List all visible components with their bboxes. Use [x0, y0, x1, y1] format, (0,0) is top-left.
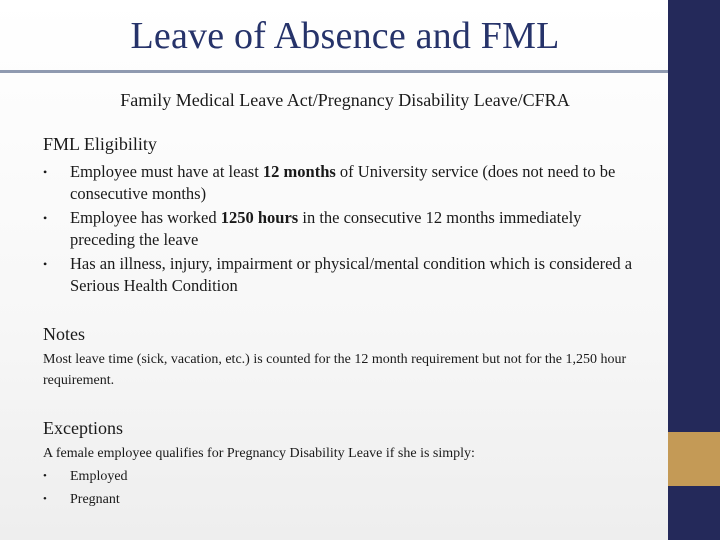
item-emphasis: 1250 hours: [220, 208, 299, 227]
item-text: Employee must have at least: [70, 162, 263, 181]
slide-subtitle: Family Medical Leave Act/Pregnancy Disability Leave/CFRA: [120, 90, 570, 110]
item-text: Employed: [70, 469, 128, 484]
eligibility-list: [43, 161, 643, 297]
bullet-icon: •: [43, 211, 48, 225]
item-text: Pregnant: [70, 492, 120, 507]
list-item: [43, 253, 643, 297]
item-emphasis: 12 months: [262, 162, 336, 181]
bullet-icon: •: [43, 257, 48, 271]
item-text: Employee has worked: [70, 208, 221, 227]
list-item: [43, 465, 643, 488]
exceptions-text: A female employee qualifies for Pregnancy Disability Leave if she is simply:: [43, 446, 475, 461]
list-item: [43, 488, 643, 511]
eligibility-heading: FML Eligibility: [43, 134, 157, 154]
bullet-icon: •: [43, 493, 47, 505]
decorative-accent-block: [668, 432, 720, 486]
list-item: [43, 207, 643, 251]
exceptions-list: [43, 465, 643, 511]
exceptions-heading: Exceptions: [43, 418, 123, 438]
notes-heading: Notes: [43, 324, 85, 344]
notes-text: Most leave time (sick, vacation, etc.) is counted for the 12 month requirement but not for the 1,250 hour requirement.: [43, 352, 627, 388]
bullet-icon: •: [43, 165, 48, 179]
bullet-icon: •: [43, 470, 47, 482]
title-divider: [0, 70, 668, 73]
item-text: in the consecutive 12 months immediately preceding the leave: [70, 208, 582, 249]
slide-title: Leave of Absence and FML: [130, 15, 560, 57]
item-text: Has an illness, injury, impairment or physical/mental condition which is considered a Serious Health Condition: [70, 254, 633, 295]
list-item: [43, 161, 643, 205]
item-text: of University service (does not need to be consecutive months): [70, 162, 616, 203]
